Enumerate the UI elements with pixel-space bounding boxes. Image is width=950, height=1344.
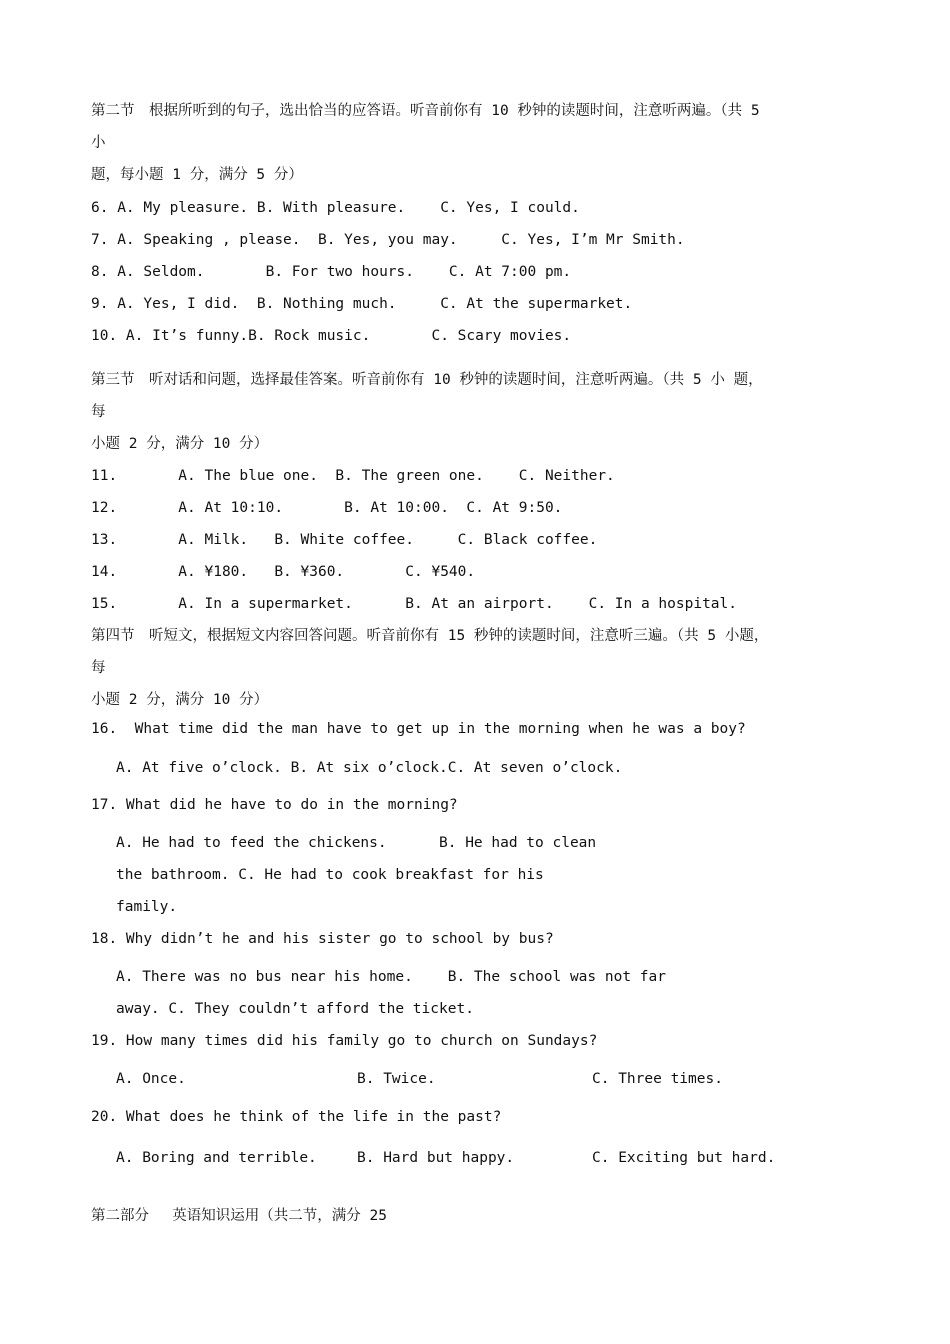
question-18: 18. Why didn’t he and his sister go to school by bus? [91,931,554,947]
section-4-heading-score: 小题 2 分，满分 10 分） [91,692,269,708]
question-16: 16. What time did the man have to get up in the morning when he was a boy? [91,721,746,737]
question-19-option-a: A. Once. [116,1071,186,1087]
question-10: 10. A. It’s funny.B. Rock music. C. Scary movies. [91,328,572,344]
question-17-options-3: family. [116,899,178,915]
question-17-options-2: the bathroom. C. He had to cook breakfast for his [116,867,544,883]
question-18-options-1: A. There was no bus near his home. B. The school was not far [116,969,666,985]
question-19-option-c: C. Three times. [592,1071,723,1087]
section-2-heading: 第二节 根据所听到的句子，选出恰当的应答语。听音前你有 10 秒钟的读题时间，注意听两遍。（共 5 [91,103,760,119]
question-20-option-b: B. Hard but happy. [357,1150,515,1166]
section-4-heading-wrap: 每 [91,660,106,676]
question-15: 15. A. In a supermarket. B. At an airport. C. In a hospital. [91,596,738,612]
section-2-heading-wrap: 小 [91,135,106,151]
section-4-heading: 第四节 听短文，根据短文内容回答问题。听音前你有 15 秒钟的读题时间，注意听三遍。（共 5 小题， [91,628,769,644]
section-3-heading: 第三节 听对话和问题，选择最佳答案。听音前你有 10 秒钟的读题时间，注意听两遍。（共 5 小 题， [91,372,763,388]
question-7: 7. A. Speaking , please. B. Yes, you may. C. Yes, I’m Mr Smith. [91,232,685,248]
question-19: 19. How many times did his family go to church on Sundays? [91,1033,598,1049]
question-9: 9. A. Yes, I did. B. Nothing much. C. At the supermarket. [91,296,633,312]
section-3-heading-score: 小题 2 分，满分 10 分） [91,436,269,452]
question-16-options: A. At five o’clock. B. At six o’clock.C. At seven o’clock. [116,760,623,776]
question-20-option-c: C. Exciting but hard. [592,1150,776,1166]
question-17: 17. What did he have to do in the morning? [91,797,458,813]
question-8: 8. A. Seldom. B. For two hours. C. At 7:00 pm. [91,264,572,280]
question-20-option-a: A. Boring and terrible. [116,1150,317,1166]
question-12: 12. A. At 10:10. B. At 10:00. C. At 9:50. [91,500,563,516]
section-2-heading-score: 题，每小题 1 分，满分 5 分） [91,167,303,183]
question-20: 20. What does he think of the life in the past? [91,1109,502,1125]
question-17-options-1: A. He had to feed the chickens. B. He had to clean [116,835,597,851]
section-3-heading-wrap: 每 [91,404,106,420]
question-14: 14. A. ¥180. B. ¥360. C. ¥540. [91,564,476,580]
question-6: 6. A. My pleasure. B. With pleasure. C. Yes, I could. [91,200,580,216]
part-2-heading: 第二部分 英语知识运用（共二节，满分 25 [91,1208,387,1224]
question-19-option-b: B. Twice. [357,1071,436,1087]
question-11: 11. A. The blue one. B. The green one. C. Neither. [91,468,615,484]
question-13: 13. A. Milk. B. White coffee. C. Black coffee. [91,532,598,548]
question-18-options-2: away. C. They couldn’t afford the ticket. [116,1001,474,1017]
